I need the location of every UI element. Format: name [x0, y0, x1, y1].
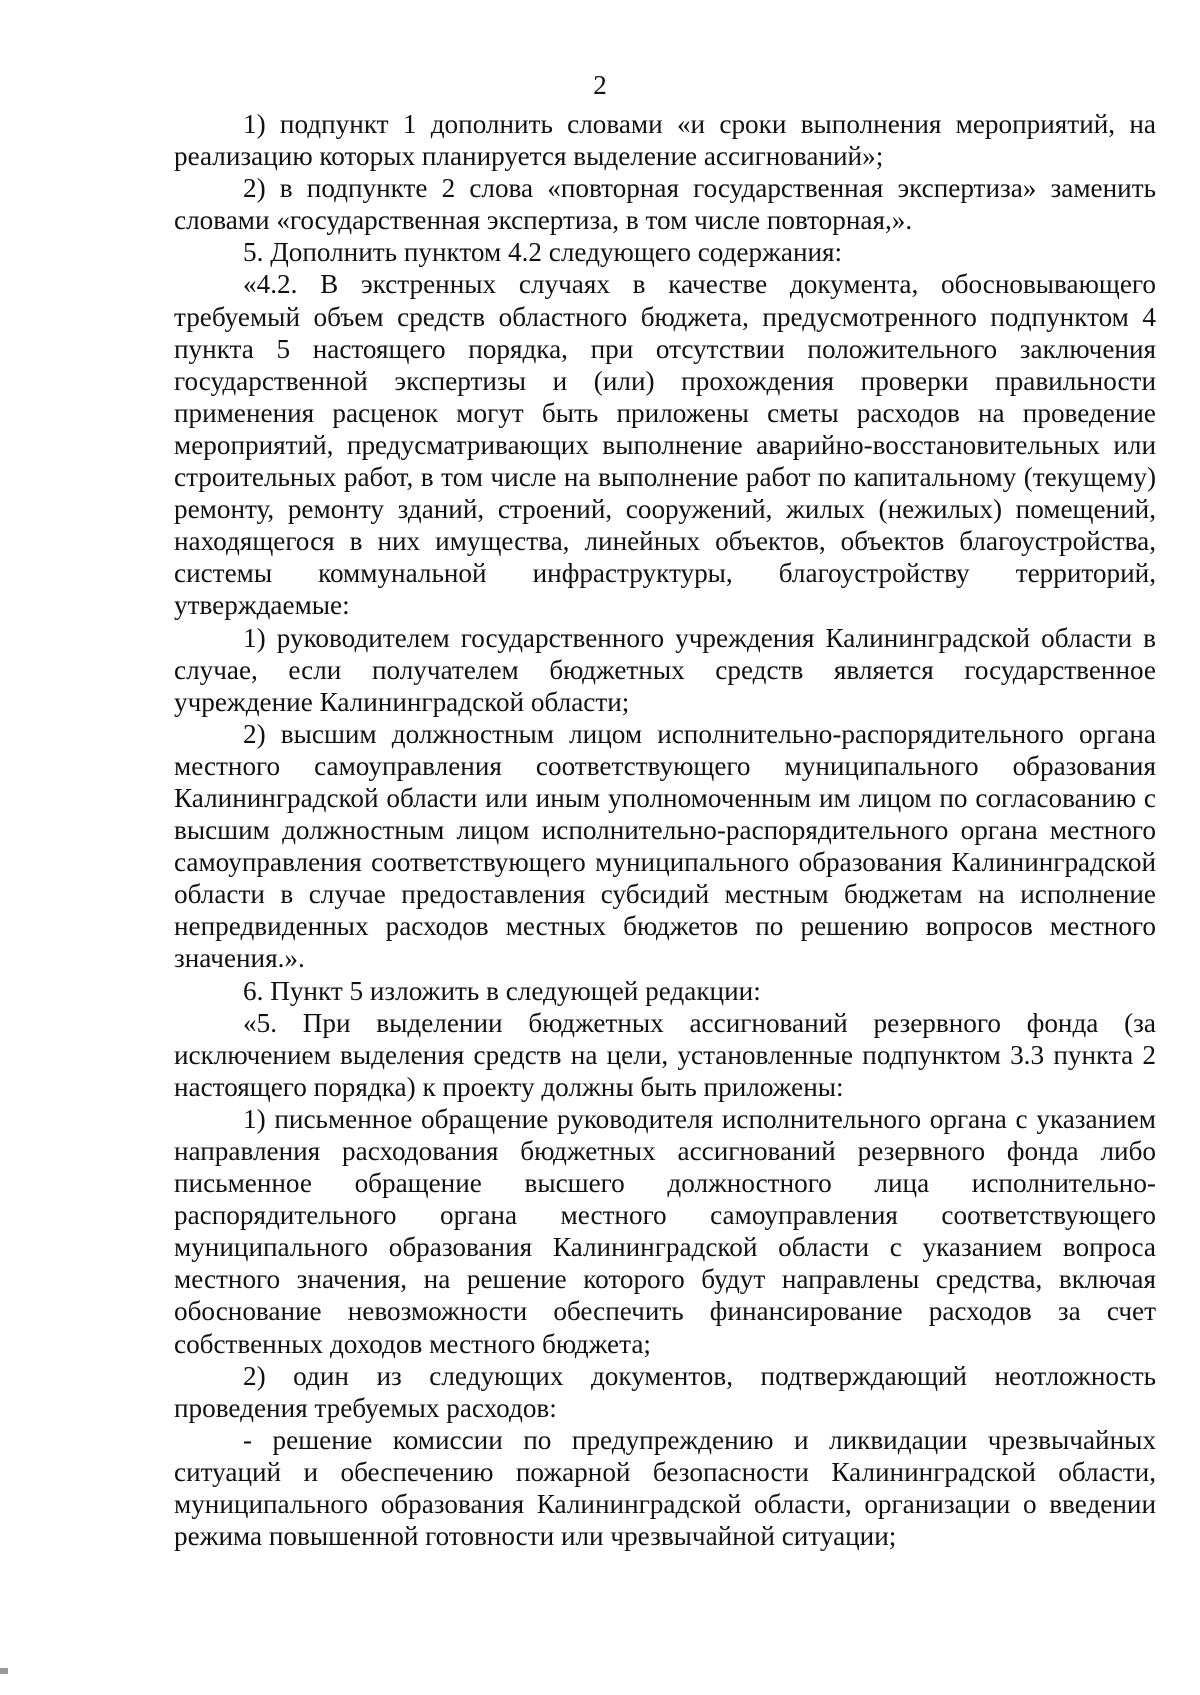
paragraph-clause-4-2: «4.2. В экстренных случаях в качестве документа, обосновывающего требуемый объем средств областного бюджета, предусмотренного подпунктом 4 пункта 5 настоящего порядка, при отсутствии положительного заключения государственной экспертизы и (или) прохождения проверки правильности применения расценок могут быть приложены сметы расходов на проведение мероприятий, предусматривающих выполнение аварийно-восстановительных или строительных работ, в том числе на выполнение работ по капитальному (текущему) ремонту, ремонту зданий, строений, сооружений, жилых (нежилых) помещений, находящегося в них имущества, линейных объектов, объектов благоустройства, системы коммунальной инфраструктуры, благоустройству территорий, утверждаемые: — [174, 269, 1156, 621]
paragraph-clause-5-sub-1: 1) письменное обращение руководителя исполнительного органа с указанием направления расходования бюджетных ассигнований резервного фонда либо письменное обращение высшего должностного лица исполнительно-распорядительного органа местного самоуправления соответствующего муниципального образования Калининградской области с указанием вопроса местного значения, на решение которого будут направлены средства, включая обоснование невозможности обеспечить финансирование расходов за счет собственных доходов местного бюджета; — [174, 1103, 1156, 1359]
document-body — [174, 108, 1156, 1552]
paragraph-item-5: 5. Дополнить пунктом 4.2 следующего содержания: — [243, 237, 843, 268]
paragraph-clause-4-2-sub-1: 1) руководителем государственного учреждения Калининградской области в случае, если получателем бюджетных средств является государственное учреждение Калининградской области; — [174, 622, 1156, 717]
paragraph-clause-5-dash-item: - решение комиссии по предупреждению и ликвидации чрезвычайных ситуаций и обеспечению пожарной безопасности Калининградской области, муниципального образования Калининградской области, организации о введении режима повышенной готовности или чрезвычайной ситуации; — [174, 1424, 1156, 1552]
scan-edge-mark — [0, 1668, 8, 1674]
paragraph-clause-4-2-sub-2: 2) высшим должностным лицом исполнительно-распорядительного органа местного самоуправления соответствующего муниципального образования Калининградской области или иным уполномоченным им лицом по согласованию с высшим должностным лицом исполнительно-распорядительного органа местного самоуправления соответствующего муниципального образования Калининградской области в случае предоставления субсидий местным бюджетам на исполнение непредвиденных расходов местных бюджетов по решению вопросов местного значения.». — [174, 718, 1156, 974]
page-number: 2 — [593, 70, 607, 100]
paragraph-item-6: 6. Пункт 5 изложить в следующей редакции: — [243, 975, 761, 1006]
paragraph-clause-5: «5. При выделении бюджетных ассигнований резервного фонда (за исключением выделения средств на цели, установленные подпунктом 3.3 пункта 2 настоящего порядка) к проекту должны быть приложены: — [174, 1007, 1156, 1102]
paragraph-clause-5-sub-2: 2) один из следующих документов, подтверждающий неотложность проведения требуемых расходов: — [174, 1360, 1156, 1423]
paragraph-subitem-1: 1) подпункт 1 дополнить словами «и сроки выполнения мероприятий, на реализацию которых планируется выделение ассигнований»; — [174, 109, 1156, 172]
paragraph-subitem-2: 2) в подпункте 2 слова «повторная государственная экспертиза» заменить словами «государственная экспертиза, в том числе повторная,». — [174, 173, 1156, 236]
